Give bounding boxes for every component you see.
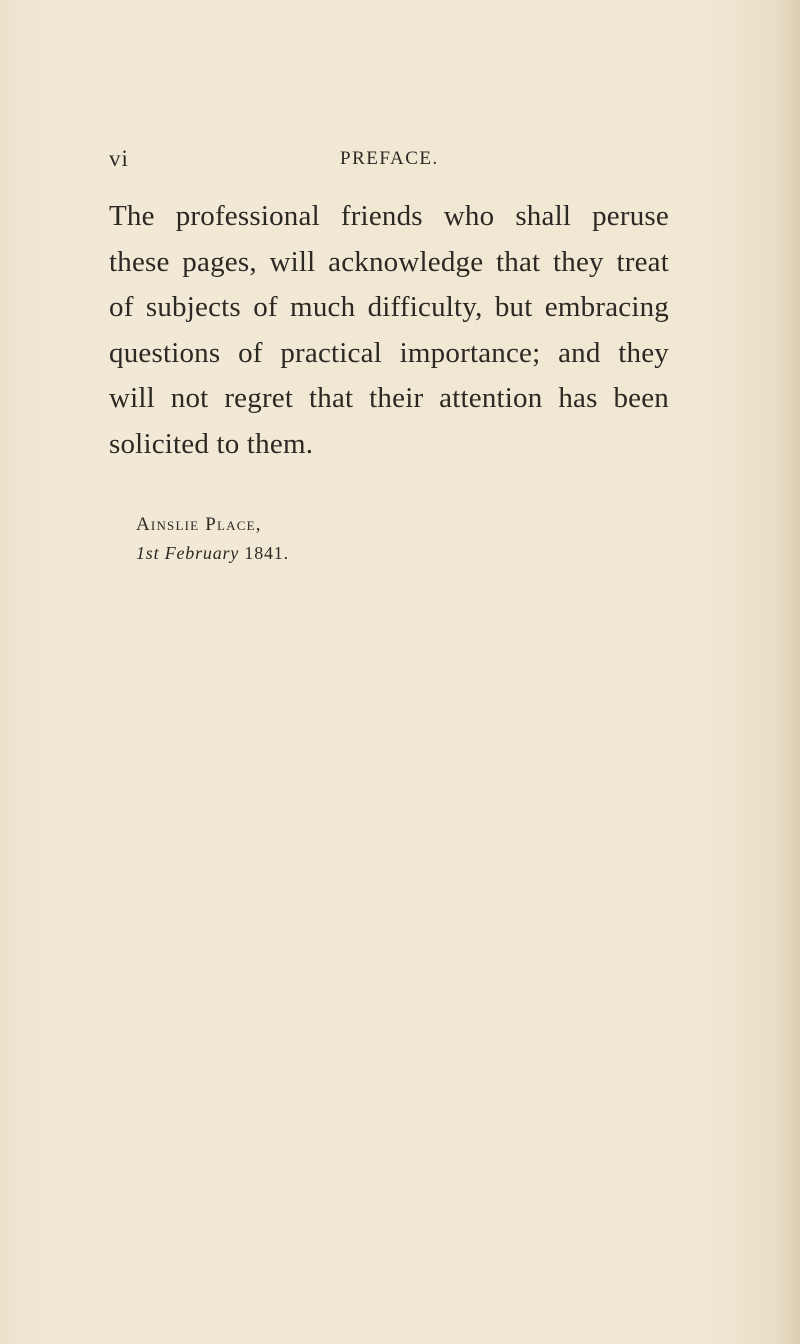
signature-date	[136, 539, 289, 567]
body-line: of subjects of much difficulty, but embracing	[109, 291, 669, 323]
body-line: The professional friends who shall peruse	[109, 200, 669, 232]
page-number: vi	[109, 146, 129, 171]
body-paragraph	[109, 194, 669, 467]
body-line: will not regret that their attention has been	[109, 382, 669, 414]
signature-date-year: 1841.	[244, 543, 289, 563]
signature-place: Ainslie Place,	[136, 514, 262, 535]
body-line: questions of practical importance; and they	[109, 336, 669, 369]
running-title: PREFACE.	[340, 148, 439, 169]
running-head	[0, 146, 800, 176]
signature-date-day-month: 1st February	[136, 543, 240, 563]
signature-block	[136, 510, 289, 567]
body-line: these pages, will acknowledge that they treat	[109, 245, 669, 278]
body-line: solicited to them.	[109, 427, 314, 460]
